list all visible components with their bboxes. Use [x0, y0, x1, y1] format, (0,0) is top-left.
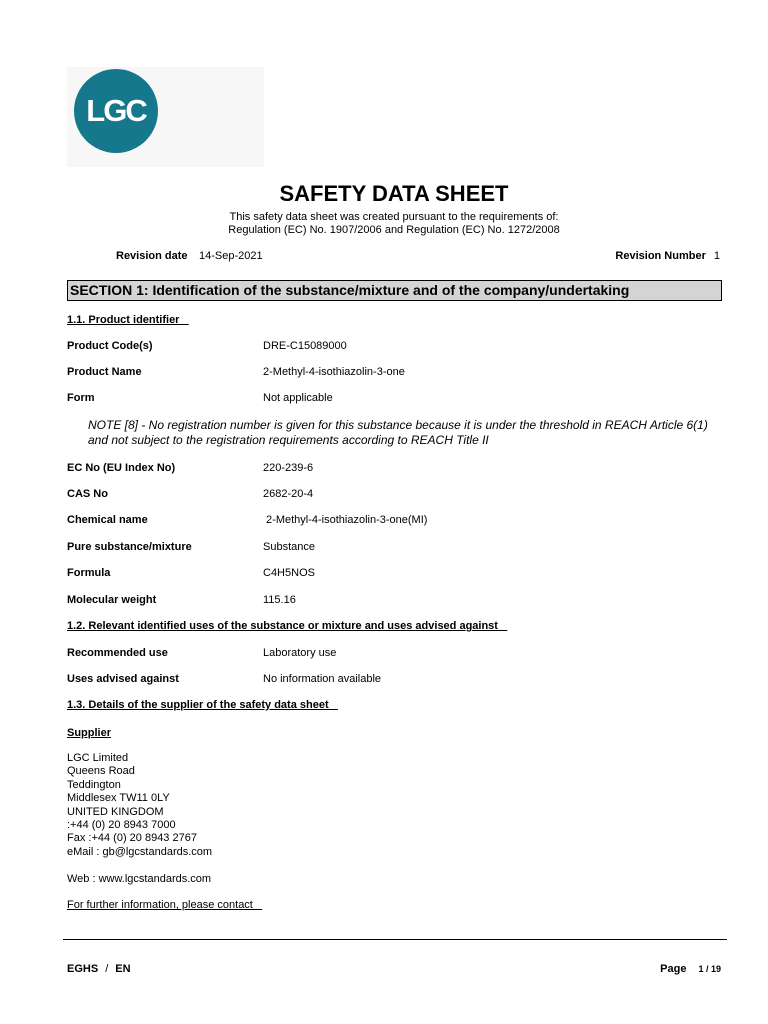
- field-label: Uses advised against: [67, 673, 179, 685]
- supplier-line: Queens Road: [67, 765, 135, 778]
- revision-number-label: Revision Number: [615, 250, 706, 262]
- revision-number: [615, 250, 720, 262]
- subtitle-line-2: Regulation (EC) No. 1907/2006 and Regulation (EC) No. 1272/2008: [228, 224, 560, 236]
- supplier-fax: Fax :+44 (0) 20 8943 2767: [67, 832, 197, 845]
- field-value: 220-239-6: [263, 462, 314, 474]
- field-label: Recommended use: [67, 647, 168, 659]
- revision-date-label: Revision date: [116, 250, 188, 262]
- supplier-line: Middlesex TW11 0LY: [67, 792, 170, 805]
- supplier-line: UNITED KINGDOM: [67, 805, 164, 818]
- revision-date-value: 14-Sep-2021: [199, 250, 263, 262]
- field-value: 2-Methyl-4-isothiazolin-3-one: [263, 366, 405, 378]
- field-label: Molecular weight: [67, 594, 157, 606]
- footer-separator: /: [105, 963, 109, 975]
- document-title: SAFETY DATA SHEET: [279, 181, 509, 206]
- field-value: Not applicable: [263, 392, 333, 404]
- field-label: Product Code(s): [67, 340, 153, 352]
- field-value: 2682-20-4: [263, 488, 314, 500]
- footer-format-code: EGHS: [67, 963, 99, 975]
- supplier-phone: :+44 (0) 20 8943 7000: [67, 819, 176, 832]
- field-label: Formula: [67, 567, 111, 579]
- supplier-address: [67, 752, 212, 859]
- supplier-email: eMail : gb@lgcstandards.com: [67, 845, 213, 858]
- footer-language: EN: [115, 963, 131, 975]
- section-1-header: SECTION 1: Identification of the substance/mixture and of the company/undertaking: [67, 280, 722, 301]
- field-label: Pure substance/mixture: [67, 541, 192, 553]
- field-label: Product Name: [67, 366, 142, 378]
- field-label: Form: [67, 392, 95, 404]
- subsection-1-3-heading: 1.3. Details of the supplier of the safety data sheet: [67, 699, 329, 711]
- field-label: CAS No: [67, 488, 108, 500]
- field-value: Laboratory use: [263, 647, 337, 659]
- company-logo: [74, 69, 158, 153]
- field-label: Chemical name: [67, 514, 148, 526]
- supplier-line: LGC Limited: [67, 752, 129, 764]
- footer-divider: [63, 939, 727, 940]
- footer-page-number: 1 / 19: [698, 964, 721, 974]
- footer-page: [660, 963, 721, 975]
- further-info-contact: For further information, please contact: [67, 899, 253, 911]
- supplier-web: Web : www.lgcstandards.com: [67, 873, 212, 885]
- field-value: 115.16: [263, 594, 296, 606]
- field-value: DRE-C15089000: [263, 340, 347, 352]
- subsection-1-1-heading: 1.1. Product identifier: [67, 314, 180, 326]
- revision-number-value: 1: [713, 250, 720, 262]
- field-label: EC No (EU Index No): [67, 462, 176, 474]
- footer-page-label: Page: [660, 963, 687, 975]
- subtitle-line-1: This safety data sheet was created pursuant to the requirements of:: [229, 211, 559, 223]
- logo-text: LGC: [86, 93, 146, 128]
- registration-note: NOTE [8] - No registration number is given for this substance because it is under the threshold in REACH Article 6(1) and not subject to the registration requirements according to REACH Title II: [88, 418, 708, 447]
- field-value: 2-Methyl-4-isothiazolin-3-one(MI): [263, 514, 428, 526]
- subsection-1-2-heading: 1.2. Relevant identified uses of the substance or mixture and uses advised against: [67, 620, 498, 632]
- footer-format: [67, 963, 131, 975]
- field-value: Substance: [263, 541, 315, 553]
- field-value: C4H5NOS: [263, 567, 315, 579]
- supplier-heading: Supplier: [67, 727, 112, 739]
- supplier-line: Teddington: [67, 778, 121, 791]
- field-value: No information available: [263, 673, 382, 685]
